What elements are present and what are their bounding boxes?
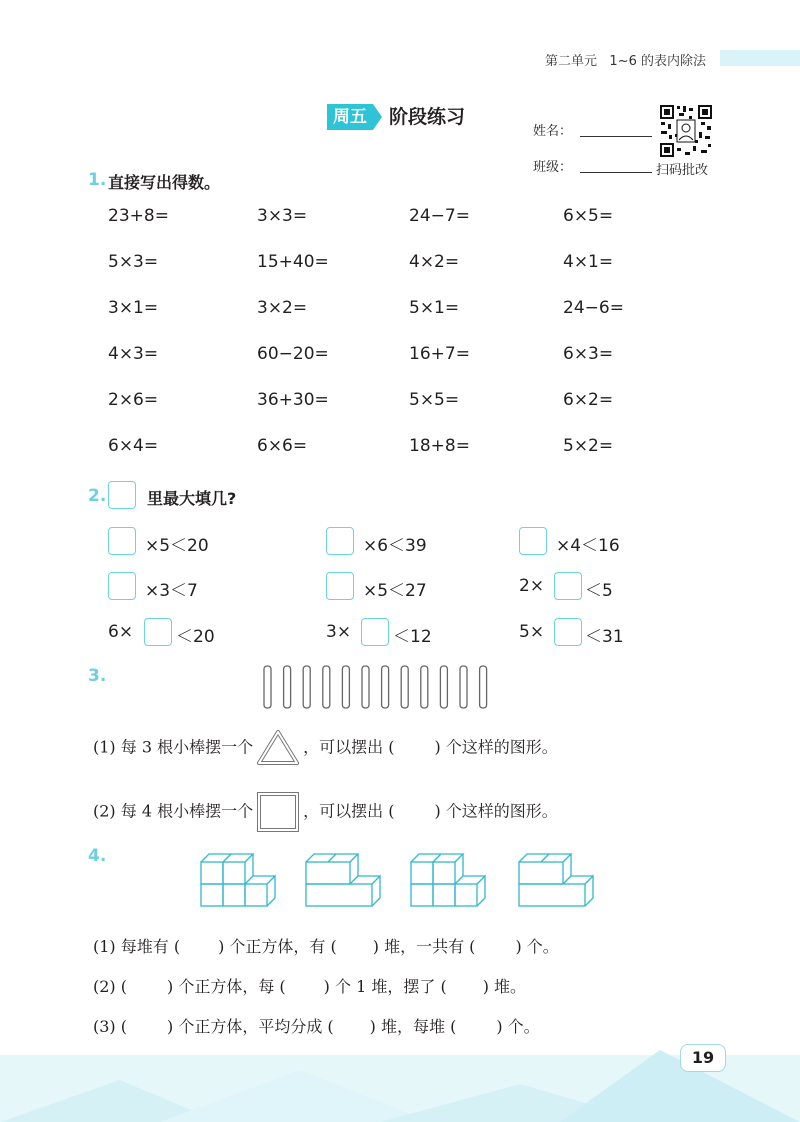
- stick: [284, 666, 291, 708]
- running-header: [545, 50, 706, 69]
- q3-part1-c: ) 个这样的图形。: [434, 737, 558, 757]
- q2-expr-prefix: 3×: [326, 622, 352, 642]
- q2-expr-suffix: ＜20: [176, 627, 215, 647]
- q2-title: 里最大填几?: [147, 489, 237, 508]
- q1-expression: 3×3=: [257, 206, 308, 226]
- topic-label: 1~6 的表内除法: [609, 54, 706, 69]
- q1-expression: 3×2=: [257, 298, 308, 318]
- answer-box[interactable]: [554, 572, 582, 600]
- q1-expression: 3×1=: [108, 298, 159, 318]
- q2-expr: ×4＜16: [556, 536, 620, 556]
- q4-l2-a: (2) (: [93, 977, 127, 996]
- stick: [440, 666, 447, 708]
- q4-l2-d: ) 堆。: [482, 977, 527, 996]
- answer-box[interactable]: [144, 618, 172, 646]
- q2-expr-suffix: ＜5: [585, 581, 613, 601]
- name-label: 姓名：: [533, 124, 573, 139]
- q1-expression: 36+30=: [257, 390, 329, 410]
- q2-expr-suffix: ＜12: [393, 627, 432, 647]
- q2-number: 2.: [88, 486, 107, 506]
- answer-box[interactable]: [519, 527, 547, 555]
- q2-expr: ×3＜7: [145, 581, 198, 601]
- q3-part1: [93, 730, 558, 766]
- q1-title: 直接写出得数。: [108, 173, 221, 192]
- q3-part1-a: (1) 每 3 根小棒摆一个: [93, 737, 254, 757]
- q2-expr-prefix: 5×: [519, 622, 545, 642]
- q4-number: 4.: [88, 846, 107, 866]
- q2-title-box: [108, 481, 136, 509]
- answer-box[interactable]: [361, 618, 389, 646]
- q2-expr: ×5＜20: [145, 536, 209, 556]
- q4-line2: [93, 974, 526, 997]
- answer-box[interactable]: [326, 527, 354, 555]
- q1-expression: 60−20=: [257, 344, 329, 364]
- scan-label: 扫码批改: [656, 163, 709, 178]
- q1-expression: 5×2=: [563, 436, 614, 456]
- q4-l1-c: ) 堆，一共有 (: [372, 937, 476, 956]
- q1-expression: 23+8=: [108, 206, 169, 226]
- q1-expression: 24−7=: [409, 206, 470, 226]
- q4-l2-c: ) 个 1 堆，摆了 (: [323, 977, 447, 996]
- answer-box[interactable]: [326, 572, 354, 600]
- stick: [382, 666, 389, 708]
- answer-box[interactable]: [108, 527, 136, 555]
- header-band: [720, 50, 800, 66]
- q4-l1-b: ) 个正方体，有 (: [218, 937, 337, 956]
- q1-expression: 18+8=: [409, 436, 470, 456]
- stick: [264, 666, 271, 708]
- day-badge: 周五: [327, 104, 373, 130]
- lesson-title: 阶段练习: [389, 106, 466, 128]
- q4-l3-d: ) 个。: [496, 1017, 540, 1036]
- stick: [460, 666, 467, 708]
- q3-part2-c: ) 个这样的图形。: [434, 801, 558, 821]
- q2-expr-prefix: 2×: [519, 576, 545, 596]
- sticks-icon: [262, 664, 498, 712]
- q1-expression: 6×2=: [563, 390, 614, 410]
- q1-expression: 6×6=: [257, 436, 308, 456]
- class-label: 班级：: [533, 160, 573, 175]
- square-sticks-icon: [255, 790, 301, 834]
- q3-part2-a: (2) 每 4 根小棒摆一个: [93, 801, 254, 821]
- q1-expression: 4×3=: [108, 344, 159, 364]
- q1-expression: 6×5=: [563, 206, 614, 226]
- q4-l3-c: ) 堆，每堆 (: [369, 1017, 457, 1036]
- answer-box[interactable]: [554, 618, 582, 646]
- page-number: 19: [680, 1044, 726, 1072]
- q1-expression: 16+7=: [409, 344, 470, 364]
- q2-expr-suffix: ＜31: [585, 627, 624, 647]
- q4-l2-b: ) 个正方体，每 (: [167, 977, 286, 996]
- q1-expression: 15+40=: [257, 252, 329, 272]
- stick: [480, 666, 487, 708]
- q1-expression: 4×1=: [563, 252, 614, 272]
- unit-label: 第二单元: [545, 54, 598, 69]
- q4-l1-d: ) 个。: [515, 937, 559, 956]
- q4-line3: [93, 1014, 540, 1037]
- q2-expr-prefix: 6×: [108, 622, 134, 642]
- answer-box[interactable]: [108, 572, 136, 600]
- q1-expression: 5×3=: [108, 252, 159, 272]
- q3-part2-b: ，可以摆出 (: [303, 801, 395, 821]
- q1-expression: 6×4=: [108, 436, 159, 456]
- qr-code-icon[interactable]: [659, 104, 713, 158]
- stick: [342, 666, 349, 708]
- q3-part1-b: ，可以摆出 (: [303, 737, 395, 757]
- stick: [401, 666, 408, 708]
- q1-expression: 5×1=: [409, 298, 460, 318]
- cube-piles-icon: [195, 850, 615, 912]
- q4-l3-a: (3) (: [93, 1017, 127, 1036]
- q4-l1-a: (1) 每堆有 (: [93, 937, 181, 956]
- q1-expression: 24−6=: [563, 298, 624, 318]
- q2-expr: ×6＜39: [363, 536, 427, 556]
- stick: [323, 666, 330, 708]
- q1-expression: 4×2=: [409, 252, 460, 272]
- stick: [362, 666, 369, 708]
- name-line: [580, 136, 652, 137]
- q3-part2: [93, 790, 558, 834]
- q1-expression: 6×3=: [563, 344, 614, 364]
- stick: [303, 666, 310, 708]
- q1-expression: 2×6=: [108, 390, 159, 410]
- q1-expression: 5×5=: [409, 390, 460, 410]
- q2-expr: ×5＜27: [363, 581, 427, 601]
- class-line: [580, 172, 652, 173]
- q1-number: 1.: [88, 170, 107, 190]
- stick: [421, 666, 428, 708]
- q4-l3-b: ) 个正方体，平均分成 (: [167, 1017, 334, 1036]
- triangle-sticks-icon: [255, 730, 301, 766]
- q3-number: 3.: [88, 666, 107, 686]
- q4-line1: [93, 934, 559, 957]
